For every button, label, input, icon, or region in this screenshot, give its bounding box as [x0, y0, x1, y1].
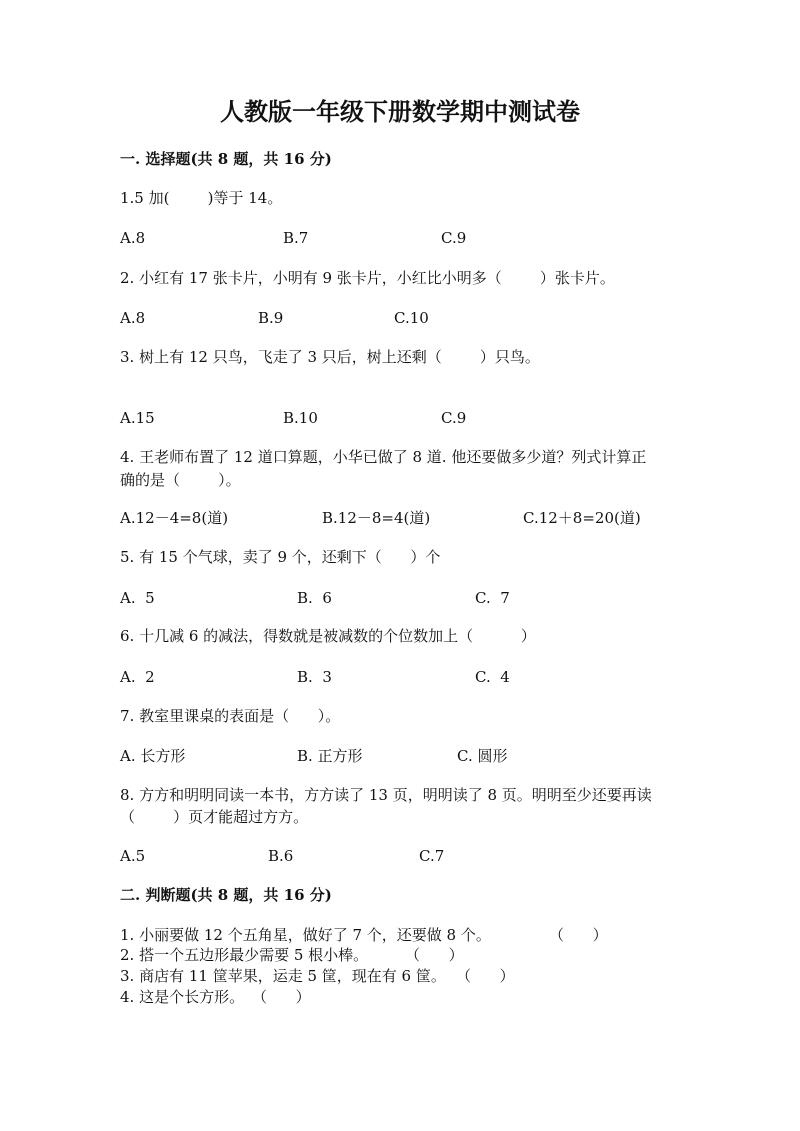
question-2-option-b: B.9 [258, 309, 284, 327]
question-7-text: 7. 教室里课桌的表面是（ ）。 [120, 707, 341, 725]
question-3-option-c: C.9 [441, 409, 467, 427]
question-6-option-a: A. 2 [120, 668, 155, 686]
question-1-option-a: A.8 [120, 229, 146, 247]
judgement-2-text: 2. 搭一个五边形最少需要 5 根小棒。 [120, 946, 369, 964]
question-8-text-line-1: 8. 方方和明明同读一本书，方方读了 13 页，明明读了 8 页。明明至少还要再读 [120, 786, 652, 804]
page-title: 人教版一年级下册数学期中测试卷 [220, 97, 580, 126]
judgement-3-text: 3. 商店有 11 筐苹果，运走 5 筐，现在有 6 筐。 [120, 967, 446, 985]
question-4-option-b: B.12－8=4(道) [322, 509, 431, 527]
judgement-1-text: 1. 小丽要做 12 个五角星，做好了 7 个，还要做 8 个。 [120, 926, 491, 944]
question-3-option-a: A.15 [120, 409, 155, 427]
judgement-3-paren: （ ） [456, 967, 515, 985]
question-5-option-c: C. 7 [475, 589, 510, 607]
question-6-option-c: C. 4 [475, 668, 510, 686]
question-6-option-b: B. 3 [297, 668, 332, 686]
question-3-option-b: B.10 [283, 409, 318, 427]
question-1-text: 1.5 加( )等于 14。 [120, 189, 283, 207]
question-7-option-c: C. 圆形 [457, 747, 508, 765]
question-8-option-a: A.5 [120, 847, 146, 865]
question-7-option-b: B. 正方形 [297, 747, 363, 765]
question-3-text: 3. 树上有 12 只鸟，飞走了 3 只后，树上还剩（ ）只鸟。 [120, 348, 540, 366]
question-4-option-a: A.12－4=8(道) [120, 509, 229, 527]
question-4-option-c: C.12＋8=20(道) [523, 509, 641, 527]
question-1-option-b: B.7 [283, 229, 309, 247]
judgement-2-paren: （ ） [405, 946, 464, 964]
judgement-1-paren: （ ） [549, 926, 608, 944]
question-2-text: 2. 小红有 17 张卡片，小明有 9 张卡片，小红比小明多（ ）张卡片。 [120, 269, 615, 287]
question-1-option-c: C.9 [441, 229, 467, 247]
judgement-4-text: 4. 这是个长方形。 [120, 988, 245, 1006]
judgement-4-paren: （ ） [252, 988, 311, 1006]
question-8-option-b: B.6 [268, 847, 294, 865]
question-2-option-c: C.10 [394, 309, 429, 327]
question-5-text: 5. 有 15 个气球，卖了 9 个，还剩下（ ）个 [120, 548, 441, 566]
question-8-text-line-2: （ ）页才能超过方方。 [120, 808, 309, 826]
section-heading-judgement: 二. 判断题(共 8 题，共 16 分) [120, 886, 332, 904]
question-2-option-a: A.8 [120, 309, 146, 327]
question-8-option-c: C.7 [419, 847, 445, 865]
question-4-text-line-2: 确的是（ ）。 [120, 471, 241, 489]
question-6-text: 6. 十几减 6 的减法，得数就是被减数的个位数加上（ ） [120, 627, 536, 645]
question-4-text-line-1: 4. 王老师布置了 12 道口算题，小华已做了 8 道. 他还要做多少道？列式计算正 [120, 448, 647, 466]
section-heading-choice: 一. 选择题(共 8 题，共 16 分) [120, 150, 332, 168]
question-5-option-b: B. 6 [297, 589, 332, 607]
question-5-option-a: A. 5 [120, 589, 155, 607]
question-7-option-a: A. 长方形 [120, 747, 186, 765]
